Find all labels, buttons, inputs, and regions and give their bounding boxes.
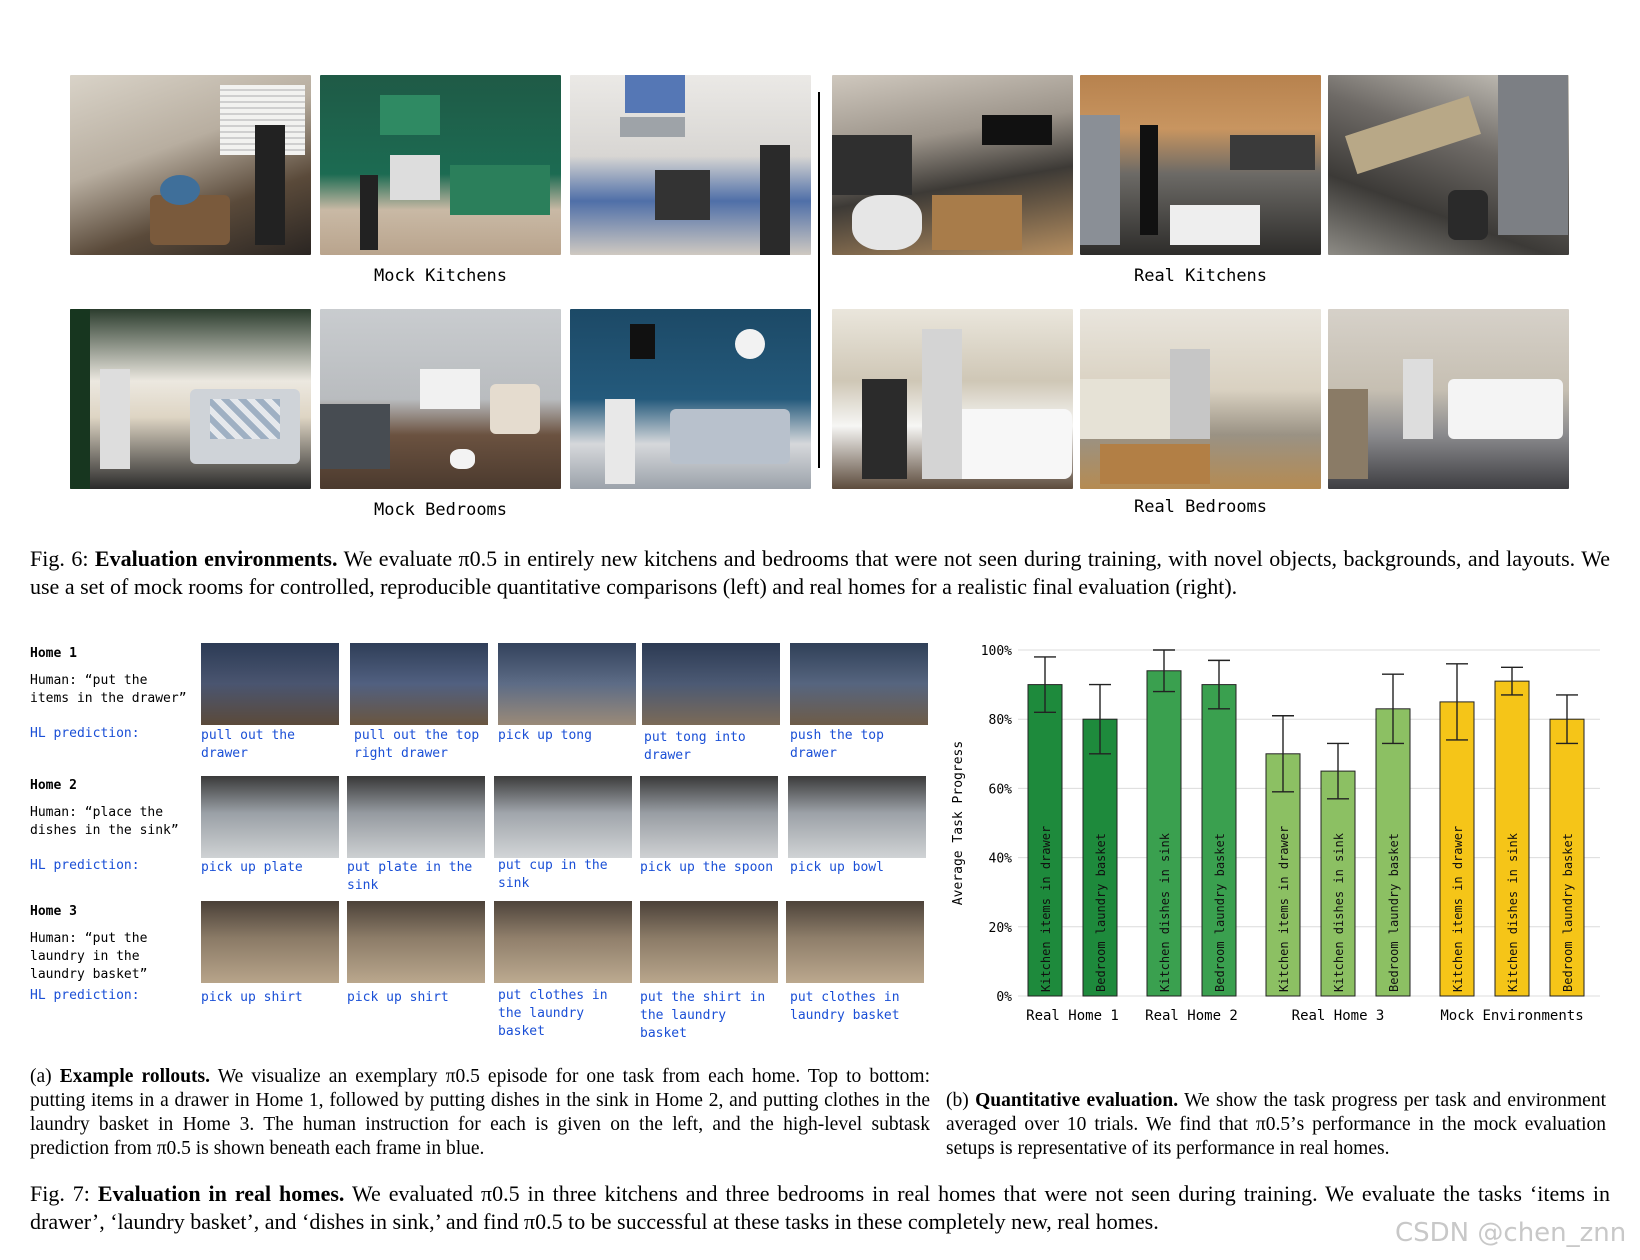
home-3-human-instruction: Human: “put the laundry in the laundry basket” — [30, 931, 148, 982]
y-tick-label: 40% — [988, 851, 1012, 867]
home-2-human-instruction: Human: “place the dishes in the sink” — [30, 805, 179, 838]
fig6-caption-prefix: Fig. 6: — [30, 546, 89, 571]
home-2-step-4: pick up the spoon — [640, 860, 774, 875]
fig7-caption-prefix: Fig. 7: — [30, 1181, 90, 1206]
y-tick-label: 20% — [988, 920, 1012, 936]
fig7a-caption-bold: Example rollouts. — [59, 1066, 210, 1087]
home-3-frame-5 — [786, 901, 924, 983]
photo-real-bedroom-2 — [1080, 309, 1321, 489]
home-2-step-1: pick up plate — [201, 860, 303, 875]
y-tick-label: 80% — [988, 713, 1012, 729]
home-3-title: Home 3 — [30, 904, 77, 919]
task-progress-bar-chart — [940, 630, 1620, 1050]
home-2-step-3: put cup in the sink — [498, 858, 608, 891]
fig7a-caption-prefix: (a) — [30, 1066, 52, 1087]
photo-real-kitchen-1 — [832, 75, 1073, 255]
fig7-caption — [30, 1180, 1610, 1236]
fig7-caption-bold: Evaluation in real homes. — [97, 1181, 345, 1206]
fig7-caption-text: We evaluated π0.5 in three kitchens and three bedrooms in real homes that were not seen during training. We evaluate the tasks ‘items in drawer’, ‘laundry basket’, and ‘dishes in sink,’ and find π0.5 to be successful at these tasks in these completely new, real homes. — [30, 1181, 1610, 1234]
home-3-hl-label: HL prediction: — [30, 988, 140, 1003]
bar-label: Kitchen items in drawer — [1277, 825, 1291, 992]
home-3-frame-3 — [494, 901, 632, 983]
home-3-step-2: pick up shirt — [347, 990, 449, 1005]
photo-real-bedroom-3 — [1328, 309, 1569, 489]
photo-real-kitchen-2 — [1080, 75, 1321, 255]
y-axis-label: Average Task Progress — [951, 740, 966, 906]
home-1-human-instruction: Human: “put the items in the drawer” — [30, 673, 187, 706]
fig7a-caption — [30, 1065, 930, 1161]
csdn-watermark: CSDN @chen_znn — [1395, 1218, 1627, 1248]
photo-mock-bedroom-3 — [570, 309, 811, 489]
label-real-bedrooms: Real Bedrooms — [1133, 497, 1268, 517]
home-2-frame-4 — [640, 776, 778, 858]
bar-label: Bedroom laundry basket — [1213, 833, 1227, 992]
bar-label: Bedroom laundry basket — [1387, 833, 1401, 992]
bar-label: Kitchen dishes in sink — [1158, 833, 1172, 992]
home-1-hl-label: HL prediction: — [30, 726, 140, 741]
y-tick-label: 100% — [980, 644, 1012, 659]
label-mock-kitchens: Mock Kitchens — [373, 266, 508, 286]
fig6-divider — [818, 92, 820, 468]
home-2-title: Home 2 — [30, 778, 77, 793]
home-1-step-2: pull out the top right drawer — [354, 728, 480, 761]
bar-label: Kitchen dishes in sink — [1332, 833, 1346, 992]
home-3-step-4: put the shirt in the laundry basket — [640, 990, 766, 1041]
home-1-frame-2 — [350, 643, 488, 725]
label-real-kitchens: Real Kitchens — [1133, 266, 1268, 286]
home-2-step-5: pick up bowl — [790, 860, 884, 875]
fig7a-caption-text: We visualize an exemplary π0.5 episode for one task from each home. Top to bottom: putting items in a drawer in Home 1, followed by putting dishes in the sink in Home 2, and putting clothes in the laundry basket in Home 3. The human instruction for each is given on the left, and the high-level subtask prediction from π0.5 is shown beneath each frame in blue. — [30, 1066, 931, 1159]
x-group-label: Real Home 2 — [1145, 1008, 1238, 1024]
home-1-step-3: pick up tong — [498, 728, 592, 743]
home-3-frame-2 — [347, 901, 485, 983]
photo-mock-kitchen-3 — [570, 75, 811, 255]
bar-label: Kitchen items in drawer — [1039, 825, 1053, 992]
x-group-label: Real Home 3 — [1291, 1008, 1385, 1024]
fig7b-caption — [946, 1089, 1606, 1161]
home-1-step-1: pull out the drawer — [201, 728, 295, 761]
home-1-frame-1 — [201, 643, 339, 725]
home-2-frame-1 — [201, 776, 339, 858]
photo-mock-bedroom-2 — [320, 309, 561, 489]
x-group-label: Mock Environments — [1440, 1008, 1584, 1024]
home-1-frame-5 — [790, 643, 928, 725]
home-2-frame-3 — [494, 776, 632, 858]
photo-mock-kitchen-1 — [70, 75, 311, 255]
home-3-step-3: put clothes in the laundry basket — [498, 988, 608, 1039]
photo-real-kitchen-3 — [1328, 75, 1569, 255]
bar-label: Kitchen items in drawer — [1451, 825, 1465, 992]
bar-label: Kitchen dishes in sink — [1506, 833, 1520, 992]
photo-real-bedroom-1 — [832, 309, 1073, 489]
home-3-frame-1 — [201, 901, 339, 983]
home-3-frame-4 — [640, 901, 778, 983]
label-mock-bedrooms: Mock Bedrooms — [373, 500, 508, 520]
home-2-hl-label: HL prediction: — [30, 858, 140, 873]
bar-label: Bedroom laundry basket — [1094, 833, 1108, 992]
home-1-step-5: push the top drawer — [790, 728, 884, 761]
home-2-frame-5 — [788, 776, 926, 858]
home-1-frame-4 — [642, 643, 780, 725]
y-tick-label: 60% — [988, 782, 1012, 798]
home-3-step-1: pick up shirt — [201, 990, 303, 1005]
fig7b-caption-bold: Quantitative evaluation. — [975, 1090, 1179, 1111]
home-2-frame-2 — [347, 776, 485, 858]
fig7b-caption-prefix: (b) — [946, 1090, 969, 1111]
home-1-step-4: put tong into drawer — [644, 730, 746, 763]
fig6-caption-text: We evaluate π0.5 in entirely new kitchens and bedrooms that were not seen during training, with novel objects, backgrounds, and layouts. We use a set of mock rooms for controlled, reproducible quantitative comparisons (left) and real homes for a realistic final evaluation (right). — [30, 546, 1611, 599]
home-1-title: Home 1 — [30, 646, 77, 661]
home-3-step-5: put clothes in laundry basket — [790, 990, 900, 1023]
photo-mock-bedroom-1 — [70, 309, 311, 489]
fig7b-caption-text: We show the task progress per task and environment averaged over 10 trials. We find that π0.5’s performance in the mock evaluation setups is representative of its performance in real homes. — [946, 1090, 1606, 1159]
y-tick-label: 0% — [996, 990, 1012, 1005]
fig6-caption-bold: Evaluation environments. — [94, 546, 338, 571]
x-group-label: Real Home 1 — [1026, 1008, 1119, 1024]
photo-mock-kitchen-2 — [320, 75, 561, 255]
home-2-step-2: put plate in the sink — [347, 860, 473, 893]
fig6-caption — [30, 545, 1610, 601]
home-1-frame-3 — [498, 643, 636, 725]
bar-label: Bedroom laundry basket — [1561, 833, 1575, 992]
